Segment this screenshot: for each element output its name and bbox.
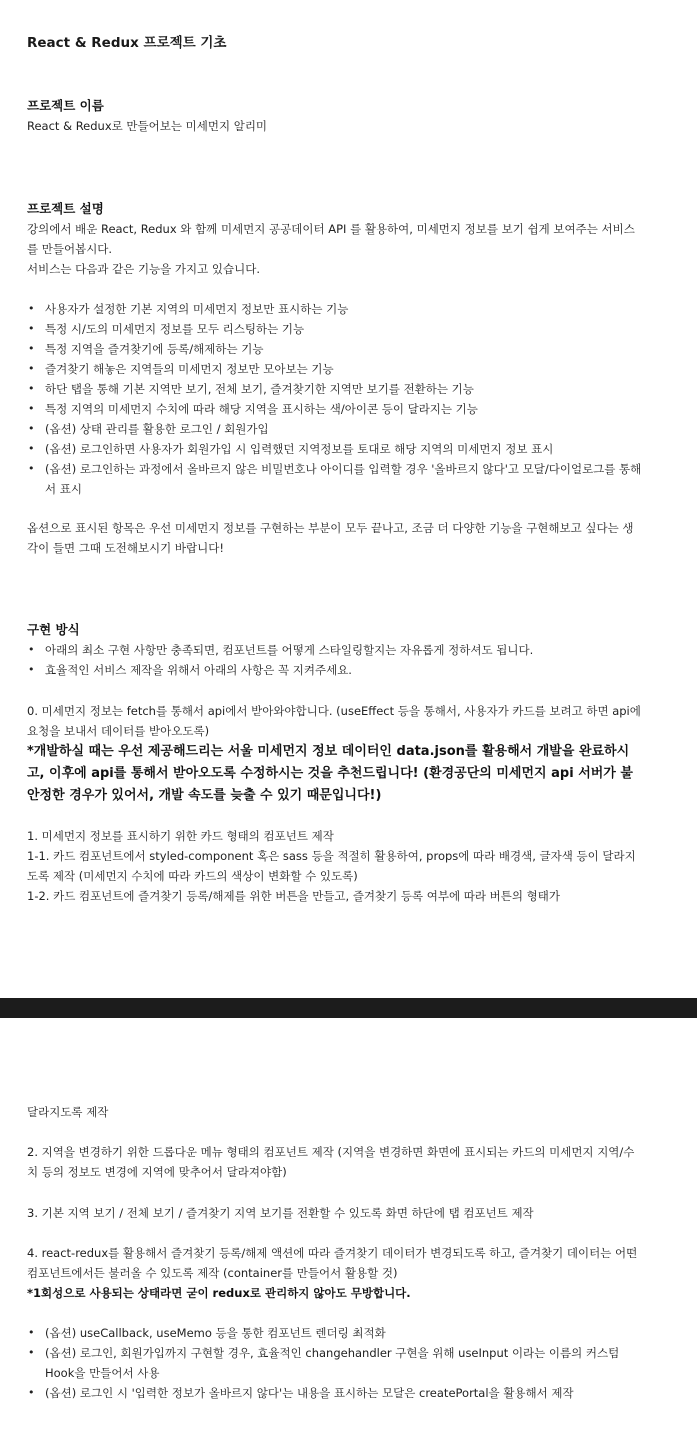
step-1-2: 1-2. 카드 컴포넌트에 즐겨찾기 등록/해제를 위한 버튼을 만들고, 즐겨찾기 등록 여부에 따라 버튼의 형태가	[27, 889, 560, 903]
implementation-section	[27, 620, 642, 680]
project-description-section	[27, 199, 642, 279]
description-closing: 옵션으로 표시된 항목은 우선 미세먼지 정보를 구현하는 부분이 모두 끝나고, 조금 더 다양한 기능을 구현해보고 싶다는 생각이 들면 그때 도전해보시기 바랍니다!	[27, 521, 634, 555]
feature-list-item: • (옵션) 로그인하면 사용자가 회원가입 시 입력했던 지역정보를 토대로 해당 지역의 미세먼지 정보 표시	[27, 439, 642, 459]
step-3: 3. 기본 지역 보기 / 전체 보기 / 즐겨찾기 지역 보기를 전환할 수 있도록 화면 하단에 탭 컴포넌트 제작	[27, 1206, 534, 1220]
step-0: 0. 미세먼지 정보는 fetch를 통해서 api에서 받아와야합니다. (useEffect 등을 통해서, 사용자가 카드를 보려고 하면 api에 요청을 보내서 데이터를 받아오도록)	[27, 704, 641, 738]
document-title: React & Redux 프로젝트 기초	[27, 35, 227, 51]
feature-list-item: • 하단 탭을 통해 기본 지역만 보기, 전체 보기, 즐겨찾기한 지역만 보기를 전환하는 기능	[27, 379, 642, 399]
page-break-divider	[0, 998, 697, 1018]
optional-bullet: • (옵션) 로그인 시 '입력한 정보가 올바르지 않다'는 내용을 표시하는 모달은 createPortal을 활용해서 제작	[27, 1383, 642, 1403]
project-description-heading: 프로젝트 설명	[27, 201, 104, 216]
feature-list-item: • 즐겨찾기 해놓은 지역들의 미세먼지 정보만 모아보는 기능	[27, 359, 642, 379]
step-4: 4. react-redux를 활용해서 즐겨찾기 등록/해제 액션에 따라 즐겨찾기 데이터가 변경되도록 하고, 즐겨찾기 데이터는 어떤 컴포넌트에서든 불러올 수 있도록 제작 (container를 만들어서 활용할 것)	[27, 1246, 638, 1280]
feature-list-item: • (옵션) 상태 관리를 활용한 로그인 / 회원가입	[27, 419, 642, 439]
description-intro-1: 강의에서 배운 React, Redux 와 함께 미세먼지 공공데이터 API 를 활용하여, 미세먼지 정보를 보기 쉽게 보여주는 서비스를 만들어봅시다.	[27, 222, 635, 256]
optional-bullet: • (옵션) useCallback, useMemo 등을 통한 컴포넌트 렌더링 최적화	[27, 1323, 642, 1343]
implementation-bullet: • 효율적인 서비스 제작을 위해서 아래의 사항은 꼭 지켜주세요.	[27, 660, 642, 680]
project-name-heading: 프로젝트 이름	[27, 98, 104, 113]
feature-list	[27, 299, 642, 499]
step-0-note: *개발하실 때는 우선 제공해드리는 서울 미세먼지 정보 데이터인 data.json를 활용해서 개발을 완료하시고, 이후에 api를 통해서 받아오도록 수정하시는 것을 추천드립니다! (환경공단의 미세먼지 api 서버가 불안정한 경우가 있어서, 개발 속도를 늦출 수 있기 때문입니다!)	[27, 744, 633, 803]
feature-list-item: • 특정 지역을 즐겨찾기에 등록/해제하는 기능	[27, 339, 642, 359]
optional-bullets	[27, 1323, 642, 1403]
implementation-bullets	[27, 640, 642, 680]
feature-list-item: • 특정 지역의 미세먼지 수치에 따라 해당 지역을 표시하는 색/아이콘 등이 달라지는 기능	[27, 399, 642, 419]
implementation-heading: 구현 방식	[27, 622, 80, 637]
feature-list-item: • (옵션) 로그인하는 과정에서 올바르지 않은 비밀번호나 아이디를 입력할 경우 '올바르지 않다'고 모달/다이얼로그를 통해서 표시	[27, 459, 642, 499]
step-1-2-continued: 달라지도록 제작	[27, 1105, 109, 1119]
feature-list-item: • 특정 시/도의 미세먼지 정보를 모두 리스팅하는 기능	[27, 319, 642, 339]
step-2: 2. 지역을 변경하기 위한 드롭다운 메뉴 형태의 컴포넌트 제작 (지역을 변경하면 화면에 표시되는 카드의 미세먼지 지역/수치 등의 정보도 변경에 지역에 맞추어서 달라져야함)	[27, 1145, 635, 1179]
implementation-bullet: • 아래의 최소 구현 사항만 충족되면, 컴포넌트를 어떻게 스타일링할지는 자유롭게 정하셔도 됩니다.	[27, 640, 642, 660]
step-1-1: 1-1. 카드 컴포넌트에서 styled-component 혹은 sass 등을 적절히 활용하여, props에 따라 배경색, 글자색 등이 달라지도록 제작 (미세먼지 수치에 따라 카드의 색상이 변화할 수 있도록)	[27, 849, 636, 883]
project-name-text: React & Redux로 만들어보는 미세먼지 알리미	[27, 119, 268, 133]
feature-list-item: • 사용자가 설정한 기본 지역의 미세먼지 정보만 표시하는 기능	[27, 299, 642, 319]
step-1: 1. 미세먼지 정보를 표시하기 위한 카드 형태의 컴포넌트 제작	[27, 829, 334, 843]
document-page-2	[0, 1018, 697, 1438]
description-intro-2: 서비스는 다음과 같은 기능을 가지고 있습니다.	[27, 262, 261, 276]
step-4-note: *1회성으로 사용되는 상태라면 굳이 redux로 관리하지 않아도 무방합니다.	[27, 1286, 411, 1300]
optional-bullet: • (옵션) 로그인, 회원가입까지 구현할 경우, 효율적인 changehandler 구현을 위해 useInput 이라는 이름의 커스텀 Hook을 만들어서 사용	[27, 1343, 642, 1383]
project-name-section	[27, 96, 642, 136]
